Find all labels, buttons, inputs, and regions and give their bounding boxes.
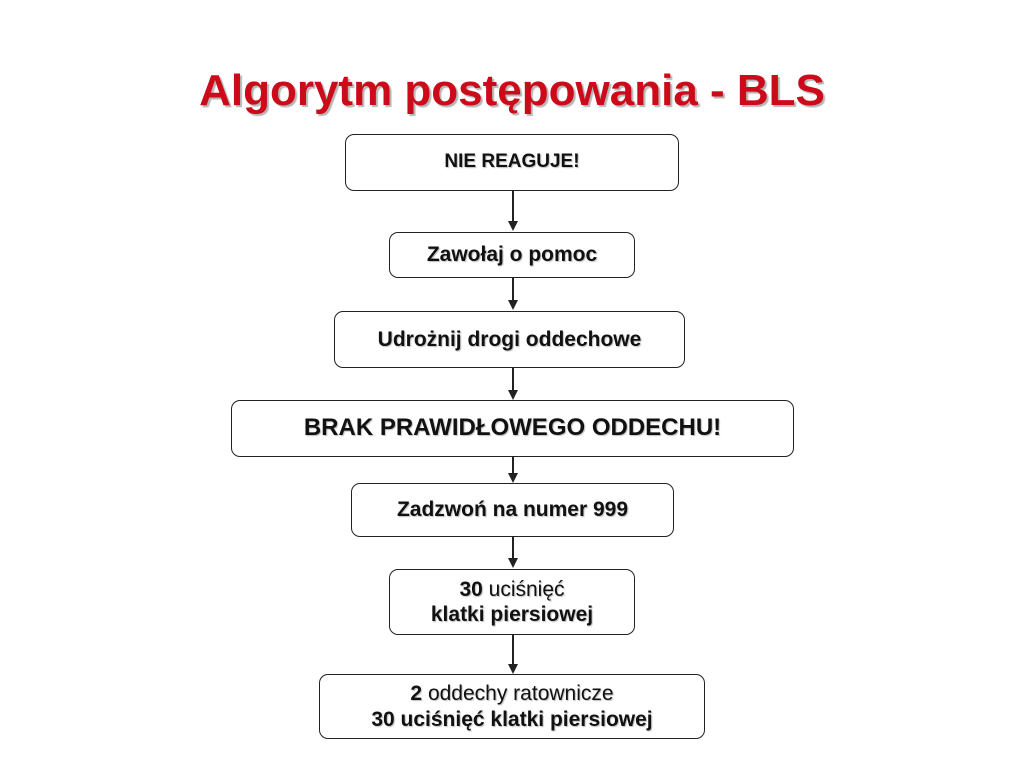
arrow-head [508, 558, 518, 568]
step-call-999 [351, 483, 674, 537]
step-line-1 [410, 681, 613, 706]
step-chest-compressions [389, 569, 635, 635]
arrow-head [508, 473, 518, 483]
compressions-count: 30 [459, 577, 483, 601]
step-label: BRAK PRAWIDŁOWEGO ODDECHU! [303, 414, 722, 442]
step-label: Zawołaj o pomoc [426, 243, 598, 267]
arrow-connector [512, 635, 514, 665]
arrow-head [508, 390, 518, 400]
arrow-head [508, 300, 518, 310]
step-open-airway [334, 311, 685, 368]
step-label: Udrożnij drogi oddechowe [377, 327, 642, 351]
breaths-count: 2 [410, 682, 423, 706]
compressions-label: uciśnięć [488, 577, 565, 601]
step-line-2: klatki piersiowej [430, 603, 594, 626]
step-line-2 [371, 707, 652, 732]
arrow-connector [512, 191, 514, 222]
step-not-responding [345, 134, 679, 191]
compressions-label: uciśnięć klatki piersiowej [400, 707, 653, 731]
step-label: NIE REAGUJE! [444, 151, 580, 173]
step-line-1 [459, 577, 564, 602]
arrow-head [508, 664, 518, 674]
breaths-label: oddechy ratownicze [427, 682, 614, 706]
step-no-normal-breathing [231, 400, 794, 457]
arrow-connector [512, 278, 514, 301]
slide-title: Algorytm postępowania - BLS [199, 66, 825, 115]
step-label: Zadzwoń na numer 999 [396, 498, 629, 522]
step-breaths-compressions-cycle [319, 674, 705, 739]
compressions-count: 30 [371, 707, 395, 731]
arrow-head [508, 221, 518, 231]
arrow-connector [512, 368, 514, 391]
arrow-connector [512, 457, 514, 474]
step-call-for-help [389, 232, 635, 278]
arrow-connector [512, 537, 514, 559]
